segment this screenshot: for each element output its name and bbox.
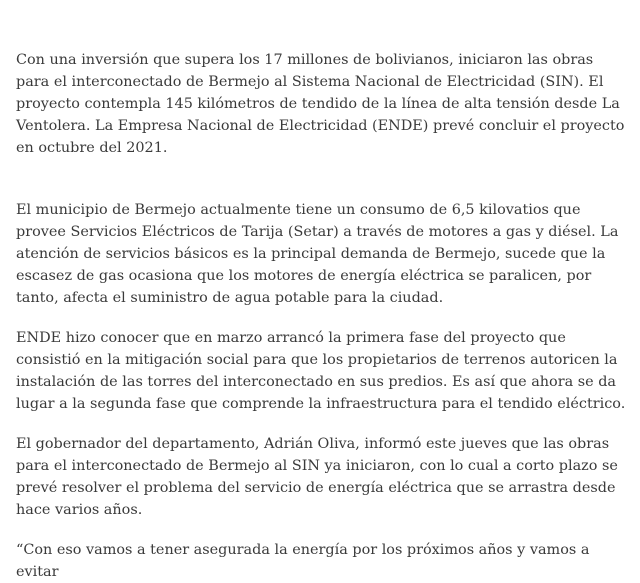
article-body — [16, 49, 628, 583]
article-paragraph: ENDE hizo conocer que en marzo arrancó la primera fase del proyecto que consistió en la mitigación social para que los propietarios de terrenos autoricen la instalación de las torres del interconectado en sus predios. Es así que ahora se da lugar a la segunda fase que comprende la infraestructura para el tendido eléctrico. — [16, 330, 626, 412]
article-paragraph: El gobernador del departamento, Adrián Oliva, informó este jueves que las obras para el interconectado de Bermejo al SIN ya iniciaron, con lo cual a corto plazo se prevé resolver el problema del servicio de energía eléctrica que se arrastra desde hace varios años. — [16, 436, 618, 518]
article-paragraph: “Con eso vamos a tener asegurada la energía por los próximos años y vamos a evitar — [16, 542, 590, 580]
article-paragraph: Con una inversión que supera los 17 millones de bolivianos, iniciaron las obras para el interconectado de Bermejo al Sistema Nacional de Electricidad (SIN). El proyecto contempla 145 kilómetros de tendido de la línea de alta tensión desde La Ventolera. La Empresa Nacional de Electricidad (ENDE) prevé concluir el proyecto en octubre del 2021. — [16, 52, 625, 156]
article-paragraph: El municipio de Bermejo actualmente tiene un consumo de 6,5 kilovatios que provee Servicios Eléctricos de Tarija (Setar) a través de motores a gas y diésel. La atención de servicios básicos es la principal demanda de Bermejo, sucede que la escasez de gas ocasiona que los motores de energía eléctrica se paralicen, por tanto, afecta el suministro de agua potable para la ciudad. — [16, 202, 619, 306]
